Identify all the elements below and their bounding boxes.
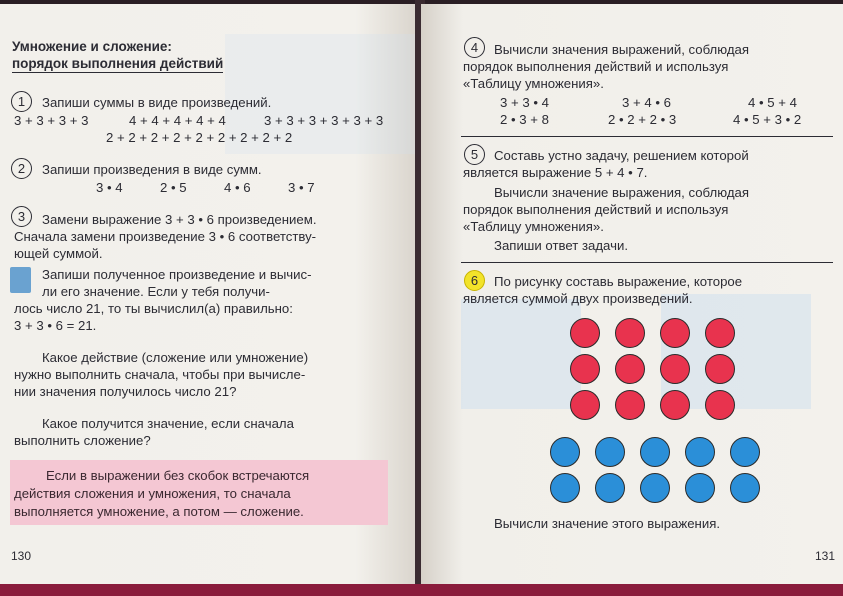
question-line: выполнить сложение? xyxy=(14,433,151,448)
rule-box xyxy=(10,460,388,525)
red-dot xyxy=(615,354,645,384)
blue-dot xyxy=(730,437,760,467)
rule-line: Если в выражении без скобок встречаются xyxy=(46,468,310,483)
question-line: Какое действие (сложение или умножение) xyxy=(42,350,309,365)
task-2-item: 4 • 6 xyxy=(224,180,251,195)
red-dot xyxy=(660,390,690,420)
lesson-title: Умножение и сложение: xyxy=(12,39,172,54)
blue-dot xyxy=(595,437,625,467)
blue-dot xyxy=(685,473,715,503)
blue-dot xyxy=(640,473,670,503)
task-4-number: 4 xyxy=(464,37,485,58)
task-5-line: является выражение 5 + 4 • 7. xyxy=(463,165,648,180)
task-2-item: 3 • 7 xyxy=(288,180,315,195)
task-3-number: 3 xyxy=(11,206,32,227)
task-1-expr-1: 3 + 3 + 3 + 3 xyxy=(14,113,89,128)
task-3-line: Замени выражение 3 + 3 • 6 произведением. xyxy=(42,212,317,227)
task-1-expr-2: 4 + 4 + 4 + 4 + 4 xyxy=(129,113,226,128)
task-1-number: 1 xyxy=(11,91,32,112)
task-1-expr-3: 3 + 3 + 3 + 3 + 3 + 3 xyxy=(264,113,384,128)
question-line: нии значения получилось число 21? xyxy=(14,384,237,399)
task-1-expr-4: 2 + 2 + 2 + 2 + 2 + 2 + 2 + 2 + 2 xyxy=(106,130,293,145)
divider xyxy=(461,262,833,263)
task-4-expr: 4 • 5 + 3 • 2 xyxy=(733,112,802,127)
task-4-expr: 4 • 5 + 4 xyxy=(748,95,797,110)
task-4-expr: 2 • 2 + 2 • 3 xyxy=(608,112,677,127)
blue-dot xyxy=(685,437,715,467)
blue-dot xyxy=(550,473,580,503)
task-3-line: лось число 21, то ты вычислил(а) правильно: xyxy=(14,301,293,316)
task-2-number: 2 xyxy=(11,158,32,179)
divider xyxy=(461,136,833,137)
blue-dot xyxy=(550,437,580,467)
task-5-line: Составь устно задачу, решением которой xyxy=(494,148,749,163)
question-line: нужно выполнить сначала, чтобы при вычисле- xyxy=(14,367,306,382)
task-1-instruction: Запиши суммы в виде произведений. xyxy=(42,95,272,110)
right-page xyxy=(421,4,843,586)
red-dot xyxy=(570,318,600,348)
task-4-expr: 3 + 4 • 6 xyxy=(622,95,671,110)
question-line: Какое получится значение, если сначала xyxy=(42,416,294,431)
page-number-left: 130 xyxy=(11,549,32,563)
task-3-line: Запиши полученное произведение и вычис- xyxy=(42,267,312,282)
task-5-line: порядок выполнения действий и используя xyxy=(463,202,729,217)
task-3-line: ющей суммой. xyxy=(14,246,103,261)
left-page xyxy=(0,4,418,586)
task-5-line: «Таблицу умножения». xyxy=(463,219,604,234)
page-number-right: 131 xyxy=(815,549,836,563)
task-6-caption: Вычисли значение этого выражения. xyxy=(494,516,721,531)
task-4-line: порядок выполнения действий и используя xyxy=(463,59,729,74)
task-5-answer: Запиши ответ задачи. xyxy=(494,238,628,253)
cover-edge xyxy=(0,584,843,596)
task-4-expr: 3 + 3 • 4 xyxy=(500,95,549,110)
red-dot xyxy=(570,354,600,384)
task-5-number: 5 xyxy=(464,144,485,165)
task-2-item: 2 • 5 xyxy=(160,180,187,195)
task-4-line: «Таблицу умножения». xyxy=(463,76,604,91)
task-2-instruction: Запиши произведения в виде сумм. xyxy=(42,162,262,177)
blue-dot xyxy=(640,437,670,467)
task-4-line: Вычисли значения выражений, соблюдая xyxy=(494,42,750,57)
task-3-line: ли его значение. Если у тебя получи- xyxy=(42,284,270,299)
red-dot xyxy=(660,354,690,384)
red-dot xyxy=(615,318,645,348)
task-3-line: Сначала замени произведение 3 • 6 соответству- xyxy=(14,229,317,244)
task-4-expr: 2 • 3 + 8 xyxy=(500,112,549,127)
red-dot xyxy=(660,318,690,348)
task-6-line: является суммой двух произведений. xyxy=(463,291,693,306)
task-6-line: По рисунку составь выражение, которое xyxy=(494,274,743,289)
blue-dot xyxy=(730,473,760,503)
task-3-line: 3 + 3 • 6 = 21. xyxy=(14,318,97,333)
red-dot xyxy=(615,390,645,420)
rule-line: выполняется умножение, а потом — сложение. xyxy=(14,504,304,519)
rule-line: действия сложения и умножения, то сначала xyxy=(14,486,291,501)
hint-icon xyxy=(10,267,31,293)
task-5-line: Вычисли значение выражения, соблюдая xyxy=(494,185,749,200)
task-6-number: 6 xyxy=(464,270,485,291)
red-dot xyxy=(570,390,600,420)
red-dot xyxy=(705,354,735,384)
lesson-subtitle: порядок выполнения действий xyxy=(12,56,224,71)
blue-dot xyxy=(595,473,625,503)
red-dot xyxy=(705,390,735,420)
red-dot xyxy=(705,318,735,348)
task-2-item: 3 • 4 xyxy=(96,180,123,195)
